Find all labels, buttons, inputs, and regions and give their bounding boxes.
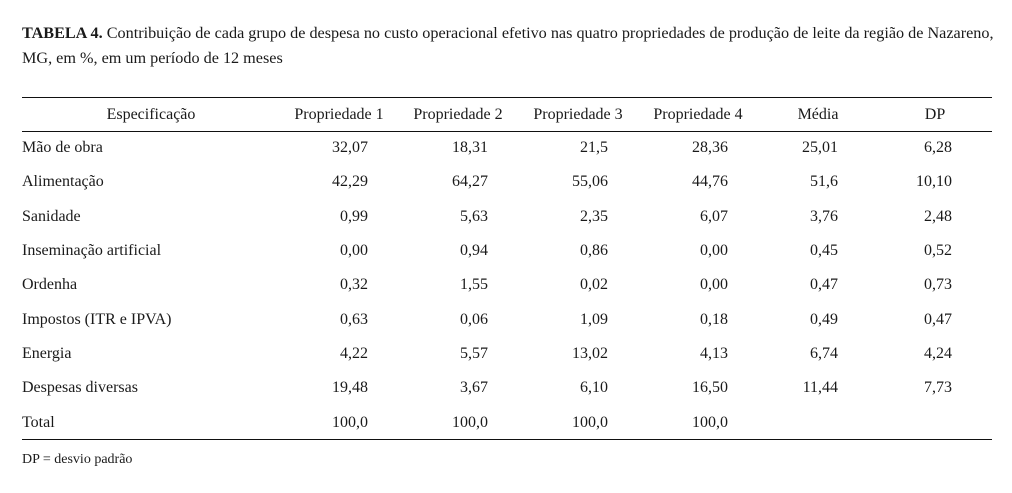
header-especificacao: Especificação	[106, 105, 196, 123]
header-dp: DP	[924, 105, 946, 123]
value-cell: 0,00	[340, 242, 368, 260]
value-cell: 18,31	[452, 139, 488, 157]
value-cell: 32,07	[332, 139, 368, 157]
value-cell: 0,02	[580, 276, 608, 294]
value-cell: 100,0	[692, 413, 728, 431]
value-cell: 6,28	[924, 139, 952, 157]
value-cell: 0,00	[700, 242, 728, 260]
table-row	[22, 337, 992, 371]
row-label-cell: Ordenha	[22, 276, 78, 294]
value-cell: 6,07	[700, 207, 728, 225]
row-label-cell: Alimentação	[22, 173, 104, 191]
header-propriedade-4: Propriedade 4	[653, 105, 743, 123]
value-cell: 13,02	[572, 344, 608, 362]
value-cell: 5,63	[460, 207, 488, 225]
value-cell: 44,76	[692, 173, 728, 191]
value-cell: 4,13	[700, 344, 728, 362]
row-label-cell: Impostos (ITR e IPVA)	[22, 310, 172, 328]
value-cell: 28,36	[692, 139, 728, 157]
data-table	[22, 98, 992, 440]
header-propriedade-3: Propriedade 3	[533, 105, 623, 123]
value-cell: 6,74	[810, 344, 838, 362]
value-cell	[758, 405, 878, 439]
value-cell: 0,52	[924, 242, 952, 260]
value-cell: 0,86	[580, 242, 608, 260]
row-label-cell: Despesas diversas	[22, 379, 138, 397]
table-row	[22, 131, 992, 165]
header-propriedade-2: Propriedade 2	[413, 105, 503, 123]
value-cell: 0,32	[340, 276, 368, 294]
value-cell: 4,22	[340, 344, 368, 362]
row-label-cell: Inseminação artificial	[22, 242, 162, 260]
row-label-cell: Mão de obra	[22, 139, 103, 157]
value-cell: 19,48	[332, 379, 368, 397]
value-cell: 100,0	[332, 413, 368, 431]
value-cell: 7,73	[924, 379, 952, 397]
table-row	[22, 405, 992, 439]
table-footnote: DP = desvio padrão	[22, 452, 133, 467]
value-cell: 2,35	[580, 207, 608, 225]
value-cell: 0,06	[460, 310, 488, 328]
value-cell: 5,57	[460, 344, 488, 362]
table-row	[22, 200, 992, 234]
table-caption	[22, 21, 997, 71]
row-label-cell: Sanidade	[22, 207, 81, 225]
table-row	[22, 165, 992, 199]
value-cell: 55,06	[572, 173, 608, 191]
caption-label: TABELA 4.	[22, 24, 103, 42]
value-cell: 21,5	[580, 139, 608, 157]
table-row	[22, 268, 992, 302]
value-cell: 0,00	[700, 276, 728, 294]
value-cell: 0,63	[340, 310, 368, 328]
table-row	[22, 371, 992, 405]
value-cell: 11,44	[802, 379, 838, 397]
value-cell: 64,27	[452, 173, 488, 191]
table-row	[22, 234, 992, 268]
row-label-cell: Energia	[22, 344, 72, 362]
value-cell: 16,50	[692, 379, 728, 397]
value-cell: 25,01	[802, 139, 838, 157]
value-cell	[878, 405, 992, 439]
value-cell: 100,0	[572, 413, 608, 431]
value-cell: 1,55	[460, 276, 488, 294]
value-cell: 3,67	[460, 379, 488, 397]
value-cell: 0,45	[810, 242, 838, 260]
row-label-cell: Total	[22, 413, 55, 431]
header-propriedade-1: Propriedade 1	[294, 105, 384, 123]
value-cell: 42,29	[332, 173, 368, 191]
value-cell: 6,10	[580, 379, 608, 397]
value-cell: 0,18	[700, 310, 728, 328]
table-row	[22, 302, 992, 336]
value-cell: 100,0	[452, 413, 488, 431]
value-cell: 0,47	[810, 276, 838, 294]
value-cell: 2,48	[924, 207, 952, 225]
value-cell: 51,6	[810, 173, 838, 191]
value-cell: 0,73	[924, 276, 952, 294]
value-cell: 0,49	[810, 310, 838, 328]
value-cell: 0,99	[340, 207, 368, 225]
value-cell: 1,09	[580, 310, 608, 328]
value-cell: 4,24	[924, 344, 952, 362]
caption-text: Contribuição de cada grupo de despesa no custo operacional efetivo nas quatro propriedades de produção de leite da região de Nazareno, MG, em %, em um período de 12 meses	[22, 24, 994, 67]
value-cell: 0,47	[924, 310, 952, 328]
value-cell: 0,94	[460, 242, 488, 260]
value-cell: 10,10	[916, 173, 952, 191]
header-media: Média	[797, 105, 839, 123]
value-cell: 3,76	[810, 207, 838, 225]
table-header-row	[22, 98, 992, 131]
